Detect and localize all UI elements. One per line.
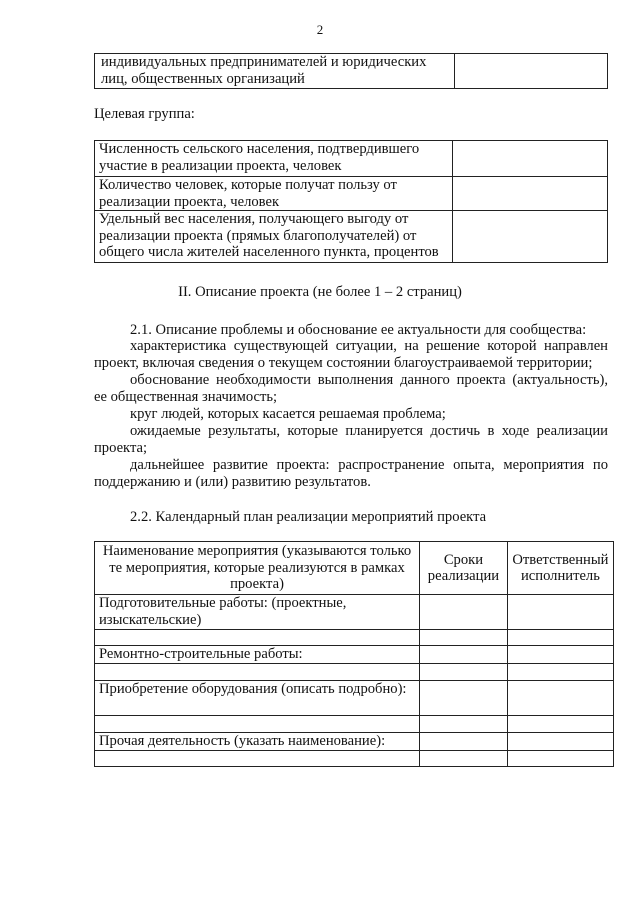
calendar-row-dates[interactable] xyxy=(420,630,508,646)
target-group-row-value[interactable] xyxy=(452,177,607,211)
page-number: 2 xyxy=(316,22,324,37)
calendar-row-activity: Прочая деятельность (указать наименование): xyxy=(95,732,420,750)
calendar-row-dates[interactable] xyxy=(420,732,508,750)
calendar-header-responsible: Ответственный исполнитель xyxy=(507,542,613,595)
calendar-row-dates[interactable] xyxy=(420,750,508,766)
paragraph: обоснование необходимости выполнения данного проекта (актуальность), ее общественная значимость; xyxy=(94,372,608,405)
entities-value-cell[interactable] xyxy=(454,54,607,89)
calendar-row-activity: Подготовительные работы: (проектные, изыскательские) xyxy=(95,595,420,630)
calendar-row-dates[interactable] xyxy=(420,646,508,664)
calendar-row-responsible[interactable] xyxy=(507,630,613,646)
calendar-row-responsible[interactable] xyxy=(507,595,613,630)
calendar-row-activity[interactable] xyxy=(95,715,420,732)
calendar-row-dates[interactable] xyxy=(420,663,508,680)
target-group-row-label: Численность сельского населения, подтвердившего участие в реализации проекта, человек xyxy=(95,141,453,177)
calendar-row-dates[interactable] xyxy=(420,715,508,732)
calendar-row-responsible[interactable] xyxy=(507,663,613,680)
target-group-table xyxy=(94,140,608,263)
calendar-row-activity[interactable] xyxy=(95,630,420,646)
calendar-row-responsible[interactable] xyxy=(507,732,613,750)
section-title: II. Описание проекта (не более 1 – 2 страниц) xyxy=(178,284,462,300)
calendar-table xyxy=(94,541,614,767)
entities-table xyxy=(94,53,608,89)
calendar-header-dates: Сроки реализации xyxy=(420,542,508,595)
calendar-row-dates[interactable] xyxy=(420,680,508,715)
calendar-header-activity: Наименование мероприятия (указываются только те мероприятия, которые реализуются в рамках проекта) xyxy=(95,542,420,595)
calendar-row-activity[interactable] xyxy=(95,663,420,680)
calendar-row-responsible[interactable] xyxy=(507,646,613,664)
entities-cell: индивидуальных предпринимателей и юридических лиц, общественных организаций xyxy=(95,54,455,89)
target-group-row-label: Количество человек, которые получат пользу от реализации проекта, человек xyxy=(95,177,453,211)
paragraph: ожидаемые результаты, которые планируется достичь в ходе реализации проекта; xyxy=(94,423,608,456)
paragraph: круг людей, которых касается решаемая проблема; xyxy=(130,406,446,422)
paragraph: 2.1. Описание проблемы и обоснование ее актуальности для сообщества: xyxy=(130,322,587,338)
calendar-row-responsible[interactable] xyxy=(507,715,613,732)
calendar-row-activity: Ремонтно-строительные работы: xyxy=(95,646,420,664)
target-group-row-value[interactable] xyxy=(452,211,607,263)
calendar-title: 2.2. Календарный план реализации мероприятий проекта xyxy=(130,509,487,525)
calendar-row-activity[interactable] xyxy=(95,750,420,766)
target-group-row-value[interactable] xyxy=(452,141,607,177)
calendar-row-responsible[interactable] xyxy=(507,680,613,715)
calendar-row-responsible[interactable] xyxy=(507,750,613,766)
paragraph: дальнейшее развитие проекта: распространение опыта, мероприятия по поддержанию и (или) развитию результатов. xyxy=(94,457,608,490)
target-group-row-label: Удельный вес населения, получающего выгоду от реализации проекта (прямых благополучателей) от общего числа жителей населенного пункта, процентов xyxy=(95,211,453,263)
calendar-row-dates[interactable] xyxy=(420,595,508,630)
calendar-row-activity: Приобретение оборудования (описать подробно): xyxy=(95,680,420,715)
paragraph: характеристика существующей ситуации, на решение которой направлен проект, включая сведения о текущем состоянии благоустраиваемой территории; xyxy=(94,338,608,371)
target-group-label: Целевая группа: xyxy=(94,106,195,122)
